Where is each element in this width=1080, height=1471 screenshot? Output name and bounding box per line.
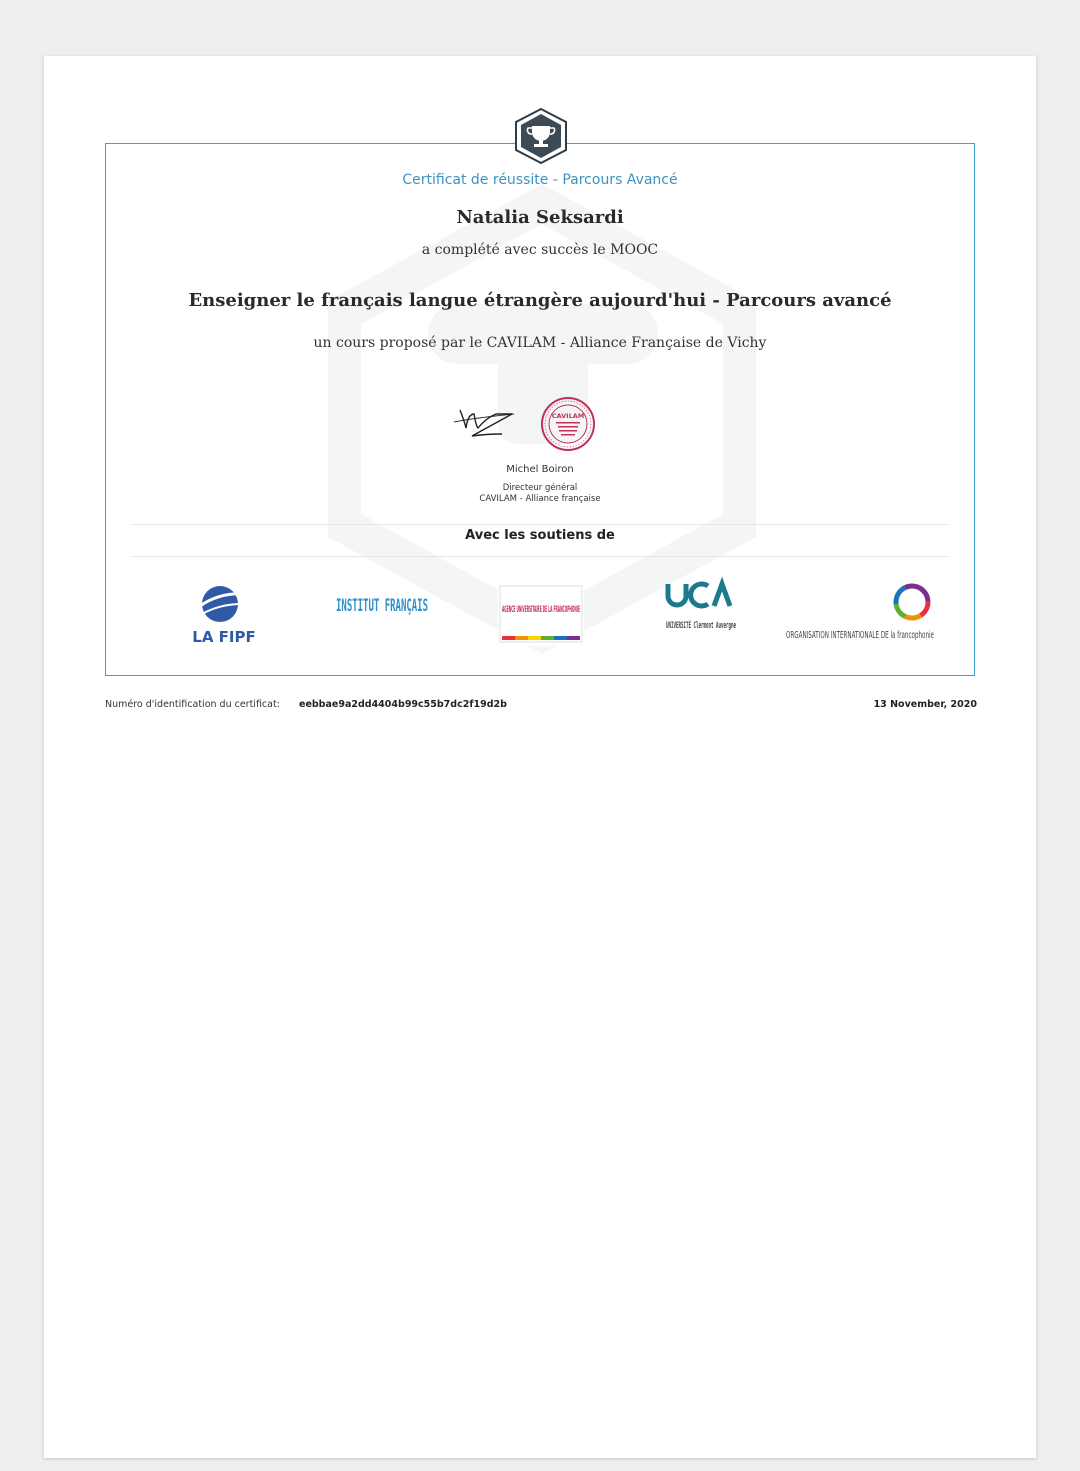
uca-logo (664, 580, 818, 648)
auf-logo (498, 584, 584, 646)
oif-logo-text: ORGANISATION INTERNATIONALE DE la francophonie (786, 630, 934, 641)
signer-name: Michel Boiron (506, 464, 574, 475)
fipf-logo-text: LA FIPF (192, 628, 256, 646)
signature-image (452, 400, 520, 444)
divider-top (132, 524, 949, 525)
certificate-date: 13 November, 2020 (873, 699, 977, 710)
certificate-subtitle: Certificat de réussite - Parcours Avancé (402, 172, 678, 188)
certificate-id-value: eebbae9a2dd4404b99c55b7dc2f19d2b (299, 699, 507, 710)
signer-organization: CAVILAM - Alliance française (479, 494, 601, 504)
auf-logo-text: AGENCE UNIVERSITAIRE DE LA FRANCOPHONIE (502, 605, 580, 615)
certificate-id-label: Numéro d'identification du certificat: (105, 699, 280, 710)
stamp-text: CAVILAM (551, 412, 585, 420)
uca-logo-text: UNIVERSITÉ Clermont Auvergne (666, 621, 818, 631)
institut-francais-logo-text: INSTITUT FRANÇAIS (336, 596, 428, 616)
certificate-page (44, 56, 1036, 1458)
oif-logo (784, 580, 936, 648)
fipf-logo (188, 584, 260, 646)
institut-francais-logo (332, 594, 432, 638)
course-title: Enseigner le français langue étrangère aujourd'hui - Parcours avancé (188, 290, 892, 311)
divider-bottom (132, 556, 949, 557)
learner-name: Natalia Seksardi (456, 207, 624, 228)
signer-title: Directeur général (502, 483, 578, 493)
official-stamp (540, 396, 596, 452)
completion-text: a complété avec succès le MOOC (421, 242, 659, 258)
signer-role (44, 483, 1036, 505)
course-provider: un cours proposé par le CAVILAM - Alliance Française de Vichy (313, 335, 767, 351)
supporters-heading: Avec les soutiens de (465, 528, 615, 543)
trophy-icon (515, 108, 567, 164)
